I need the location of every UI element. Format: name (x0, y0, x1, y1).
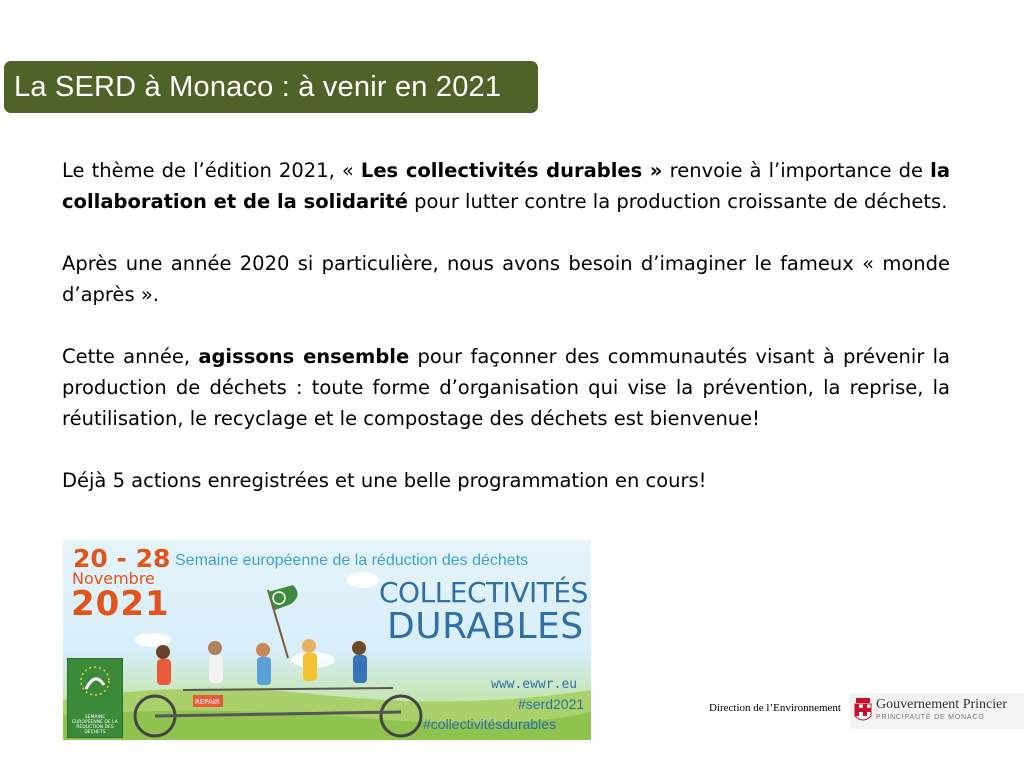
bold-segment: la collaboration et de la solidarité (62, 159, 950, 213)
banner-url: www.ewwr.eu (491, 677, 578, 692)
body-text (62, 155, 950, 527)
footer-direction: Direction de l’Environnement (709, 702, 841, 714)
text-segment: Déjà 5 actions enregistrées et une belle programmation en cours! (62, 469, 707, 492)
monaco-crest-icon (853, 696, 873, 726)
banner-collectivites: COLLECTIVITÉS (379, 576, 588, 609)
text-segment: renvoie à l’importance de (662, 159, 931, 182)
banner-hashtag-serd: #serd2021 (518, 696, 585, 712)
banner-dates: 20 - 28 (73, 544, 171, 573)
text-segment: Après une année 2020 si particulière, nous avons besoin d’imaginer le fameux « monde d’après ». (62, 252, 950, 306)
paragraph-after-2020 (62, 248, 950, 310)
eu-logo (67, 658, 123, 738)
bold-segment: Les collectivités durables » (360, 159, 663, 182)
bold-segment: agissons ensemble (198, 345, 410, 368)
paragraph-actions (62, 465, 950, 496)
banner-month: Novembre (72, 569, 155, 588)
gov-logo (850, 693, 1024, 729)
text-segment: Cette année, (62, 345, 199, 368)
title-banner (4, 61, 538, 113)
text-segment: pour lutter contre la production croissante de déchets. (407, 190, 948, 213)
page-title: La SERD à Monaco : à venir en 2021 (14, 70, 502, 103)
banner-durables: DURABLES (387, 606, 584, 647)
serd-banner-image (63, 540, 591, 740)
banner-hashtag-collectivites: #collectivitésdurables (423, 716, 557, 732)
banner-year: 2021 (71, 584, 170, 624)
gov-subtitle: PRINCIPAUTÉ DE MONACO (876, 714, 985, 721)
text-segment: pour façonner des communautés visant à prévenir la production de déchets : toute forme d’organisation qui vise la prévention, la reprise, la réutilisation, le recyclage et le compostage des déchets est bienvenue! (62, 345, 950, 430)
banner-semaine-title: Semaine européenne de la réduction des déchets (175, 552, 529, 569)
paragraph-theme (62, 155, 950, 217)
eu-stars-icon (68, 659, 122, 709)
paragraph-act-together (62, 341, 950, 434)
text-segment: Le thème de l’édition 2021, « (62, 159, 361, 182)
eu-logo-text: SEMAINE EUROPÉENNE DE LA RÉDUCTION DES DÉCHETS (72, 715, 118, 735)
gov-name: Gouvernement Princier (876, 697, 1008, 712)
repair-sign-label: REPAIR (195, 698, 220, 706)
